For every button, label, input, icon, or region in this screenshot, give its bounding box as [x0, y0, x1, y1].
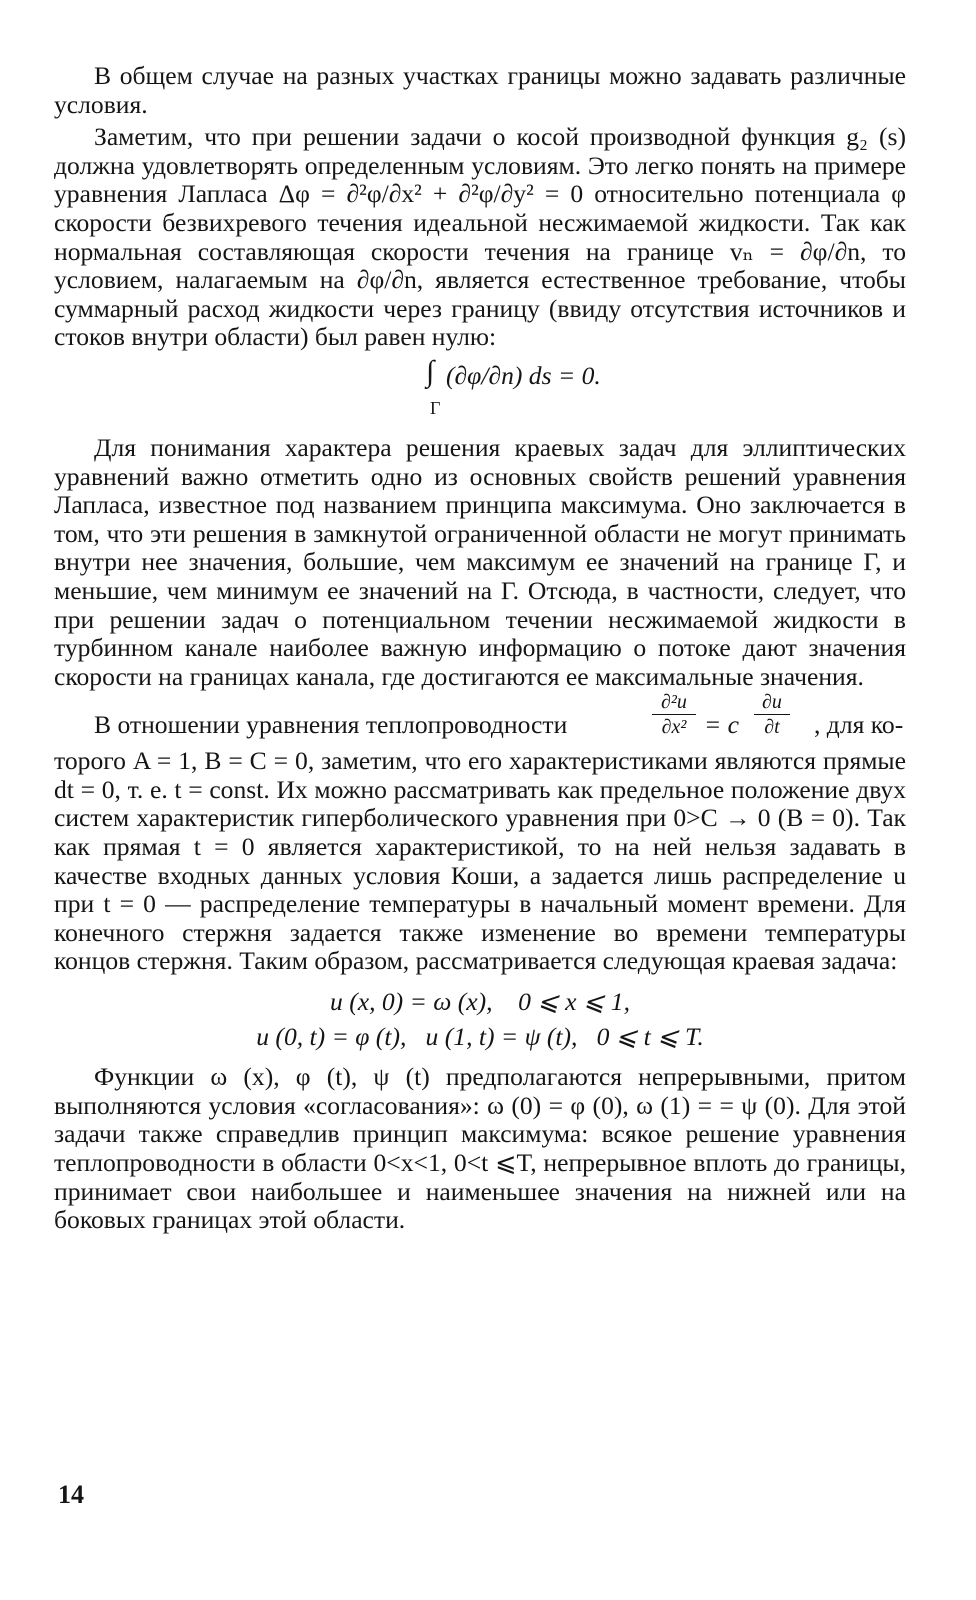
fraction-bar [754, 714, 790, 715]
heat-equation-lead: В отношении уравнения теплопроводности [94, 710, 568, 740]
fraction-du-dt [754, 691, 790, 738]
integral-subscript: Γ [430, 397, 441, 418]
integral-expression: (∂φ/∂n) ds = 0. [446, 360, 601, 390]
fraction-denominator: ∂t [764, 716, 780, 739]
page-number: 14 [58, 1480, 84, 1509]
fraction-numerator: ∂u [762, 691, 782, 714]
integral-sign: ∫ [426, 354, 435, 388]
paragraph-1: В общем случае на разных участках границы можно задавать различные условия. [54, 61, 906, 119]
heat-equation-tail: , для ко- [814, 710, 904, 740]
fraction-bar [652, 714, 696, 715]
integral-formula [54, 352, 906, 434]
fraction-denominator: ∂x² [661, 716, 687, 739]
paragraph-4: торого A = 1, B = C = 0, заметим, что его характеристиками являются прямые dt = 0, т. е. t = const. Их можно рассматривать как предельное положение двух систем характеристик гиперболического уравнения при 0>C → 0 (B = 0). Так как прямая t = 0 является характеристикой, то на ней нельзя задавать в качестве входных данных условия Коши, а задается лишь распределение u при t = 0 — распределение температуры в начальный момент времени. Для конечного стержня задается также изменение во времени температуры концов стержня. Таким образом, рассматривается следующая краевая задача: [54, 746, 906, 976]
paragraph-2: Заметим, что при решении задачи о косой производной функция g₂ (s) должна удовлетворять определенным условиям. Это легко понять на примере уравнения Лапласа Δφ = ∂²φ/∂x² + ∂²φ/∂y² = 0 относительно потенциала φ скорости безвихревого течения идеальной несжимаемой жидкости. Так как нормальная составляющая скорости течения на границе vₙ = ∂φ/∂n, то условием, налагаемым на ∂φ/∂n, является естественное требование, чтобы суммарный расход жидкости через границу (ввиду отсутствия источников и стоков внутри области) был равен нулю: [54, 122, 906, 352]
fraction-numerator: ∂²u [661, 691, 687, 714]
equals-c: = c [704, 710, 740, 740]
boundary-condition-1: u (x, 0) = ω (x), 0 ⩽ x ⩽ 1, [330, 987, 630, 1017]
boundary-condition-2: u (0, t) = φ (t), u (1, t) = ψ (t), 0 ⩽ t ⩽ T. [256, 1021, 704, 1051]
fraction-d2u-dx2 [652, 691, 696, 738]
paragraph-5: Функции ω (x), φ (t), ψ (t) предполагаются непрерывными, притом выполняются условия «согласования»: ω (0) = φ (0), ω (1) = = ψ (0). Для этой задачи также справедлив принцип максимума: всякое решение уравнения теплопроводности в области 0<x<1, 0<t ⩽T, непрерывное вплоть до границы, принимает свои наибольшее и наименьшее значения на нижней или на боковых границах этой области. [54, 1062, 906, 1235]
page-body [54, 62, 906, 1235]
paragraph-3: Для понимания характера решения краевых задач для эллиптических уравнений важно отметить одно из основных свойств решений уравнения Лапласа, известное под названием принципа максимума. Оно заключается в том, что эти решения в замкнутой ограниченной области не могут принимать внутри нее значения, большие, чем максимум ее значений на границе Γ, и меньшие, чем минимум ее значений на Γ. Отсюда, в частности, следует, что при решении задач о потенциальном течении несжимаемой жидкости в турбинном канале наиболее важную информацию о потоке дают значения скорости на границах канала, где достигаются ее максимальные значения. [54, 432, 906, 691]
heat-equation-line [54, 691, 906, 747]
